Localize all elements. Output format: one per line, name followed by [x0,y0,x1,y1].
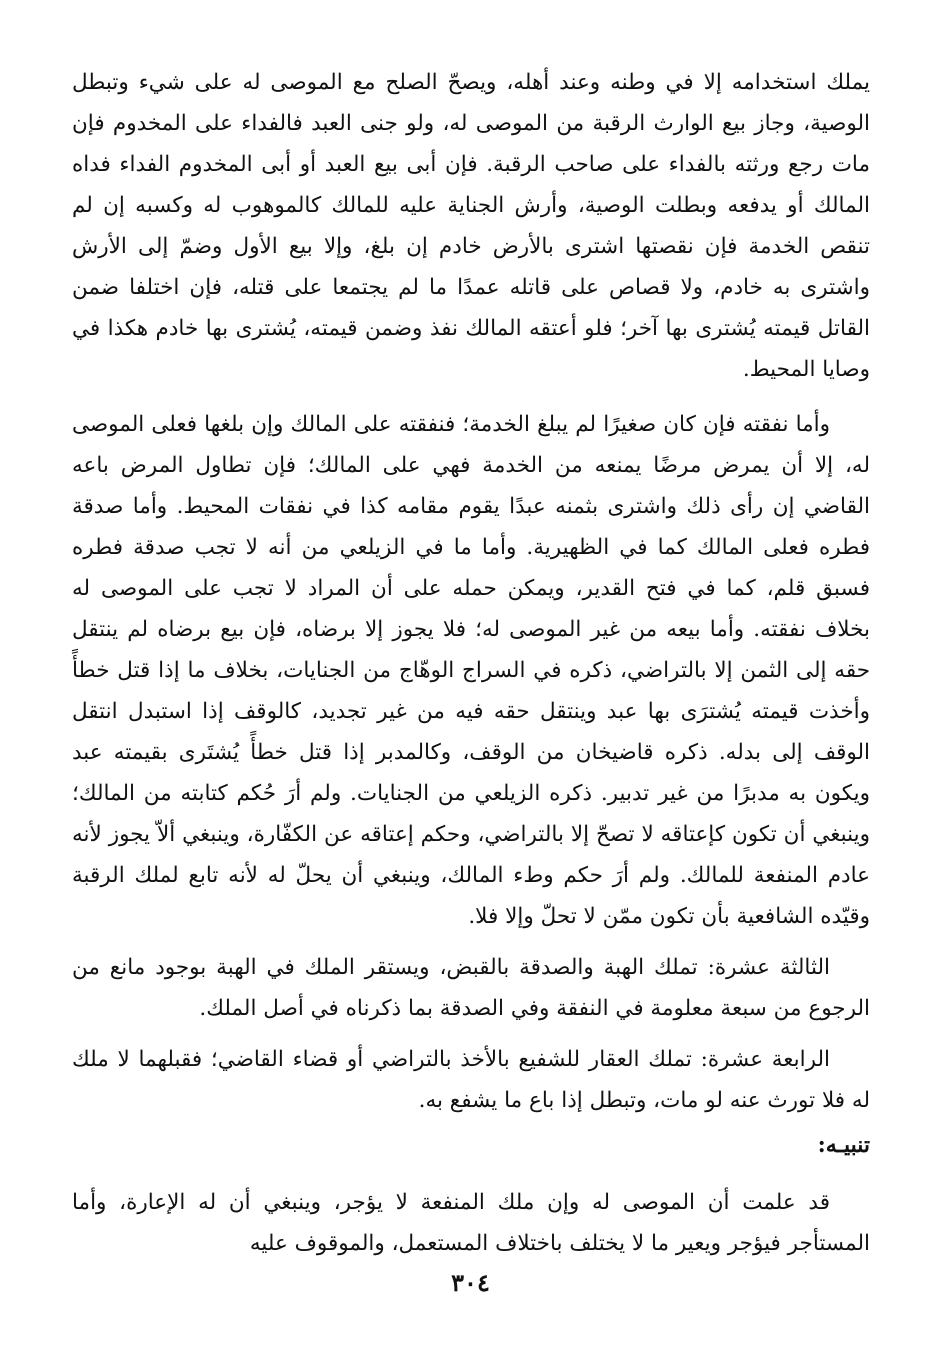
section-heading: تنبيـه: [817,1132,870,1158]
paragraph-5: قد علمت أن الموصى له وإن ملك المنفعة لا يؤجر، وينبغي أن له الإعارة، وأما المستأجر فيؤجر ويعير ما لا يختلف باختلاف المستعمل، والموقوف عليه [72,1190,870,1256]
page-number: ٣٠٤ [451,1268,490,1297]
paragraph-2: وأما نفقته فإن كان صغيرًا لم يبلغ الخدمة؛ فنفقته على المالك وإن بلغها فعلى الموصى له، إلا أن يمرض مرضًا يمنعه من الخدمة فهي على المالك؛ فإن تطاول المرض باعه القاضي إن رأى ذلك واشترى بثمنه عبدًا يقوم مقامه كذا في نفقات المحيط. وأما صدقة فطره فعلى المالك كما في الظهيرية. وأما ما في الزيلعي من أنه لا تجب صدقة فطره فسبق قلم، كما في فتح القدير، ويمكن حمله على أن المراد لا تجب على الموصى له بخلاف نفقته. وأما بيعه من غير الموصى له؛ فلا يجوز إلا برضاه، فإن بيع برضاه لم ينتقل حقه إلى الثمن إلا بالتراضي، ذكره في السراج الوهّاج من الجنايات، بخلاف ما إذا قتل خطأً وأخذت قيمته يُشترَى بها عبد وينتقل حقه فيه من غير تجديد، كالوقف إذا استبدل انتقل الوقف إلى بدله. ذكره قاضيخان من الوقف، وكالمدبر إذا قتل خطأً يُشتَرى بقيمته عبد ويكون به مدبرًا من غير تدبير. ذكره الزيلعي من الجنايات. ولم أرَ حُكم كتابته من المالك؛ وينبغي أن تكون كإعتاقه لا تصحّ إلا بالتراضي، وحكم إعتاقه عن الكفّارة، وينبغي ألاّ يجوز لأنه عادم المنفعة للمالك. ولم أرَ حكم وطء المالك، وينبغي أن يحلّ له لأنه تابع لملك الرقبة وقيّده الشافعية بأن تكون ممّن لا تحلّ وإلا فلا. [72,412,870,929]
book-page [72,62,870,1322]
paragraph-1: يملك استخدامه إلا في وطنه وعند أهله، ويصحّ الصلح مع الموصى له على شيء وتبطل الوصية، وجاز بيع الوارث الرقبة من الموصى له، ولو جنى العبد فالفداء على المخدوم فإن مات رجع ورثته بالفداء على صاحب الرقبة. فإن أبى بيع العبد أو أبى المخدوم الفداء فداه المالك أو يدفعه وبطلت الوصية، وأرش الجناية عليه للمالك كالموهوب له وكسبه إن لم تنقص الخدمة فإن نقصتها اشترى بالأرض خادم إن بلغ، وإلا بيع الأول وضمّ إلى الأرش واشترى به خادم، ولا قصاص على قاتله عمدًا ما لم يجتمعا على قتله، فإن اختلفا ضمن القاتل قيمته يُشترى بها آخر؛ فلو أعتقه المالك نفذ وضمن قيمته، يُشترى بها خادم هكذا في وصايا المحيط. [72,70,871,382]
paragraph-3: الثالثة عشرة: تملك الهبة والصدقة بالقبض، ويستقر الملك في الهبة بوجود مانع من الرجوع من سبعة معلومة في النفقة وفي الصدقة بما ذكرناه في أصل الملك. [72,955,870,1021]
paragraph-4: الرابعة عشرة: تملك العقار للشفيع بالأخذ بالتراضي أو قضاء القاضي؛ فقبلهما لا ملك له فلا تورث عنه لو مات، وتبطل إذا باع ما يشفع به. [72,1047,870,1113]
